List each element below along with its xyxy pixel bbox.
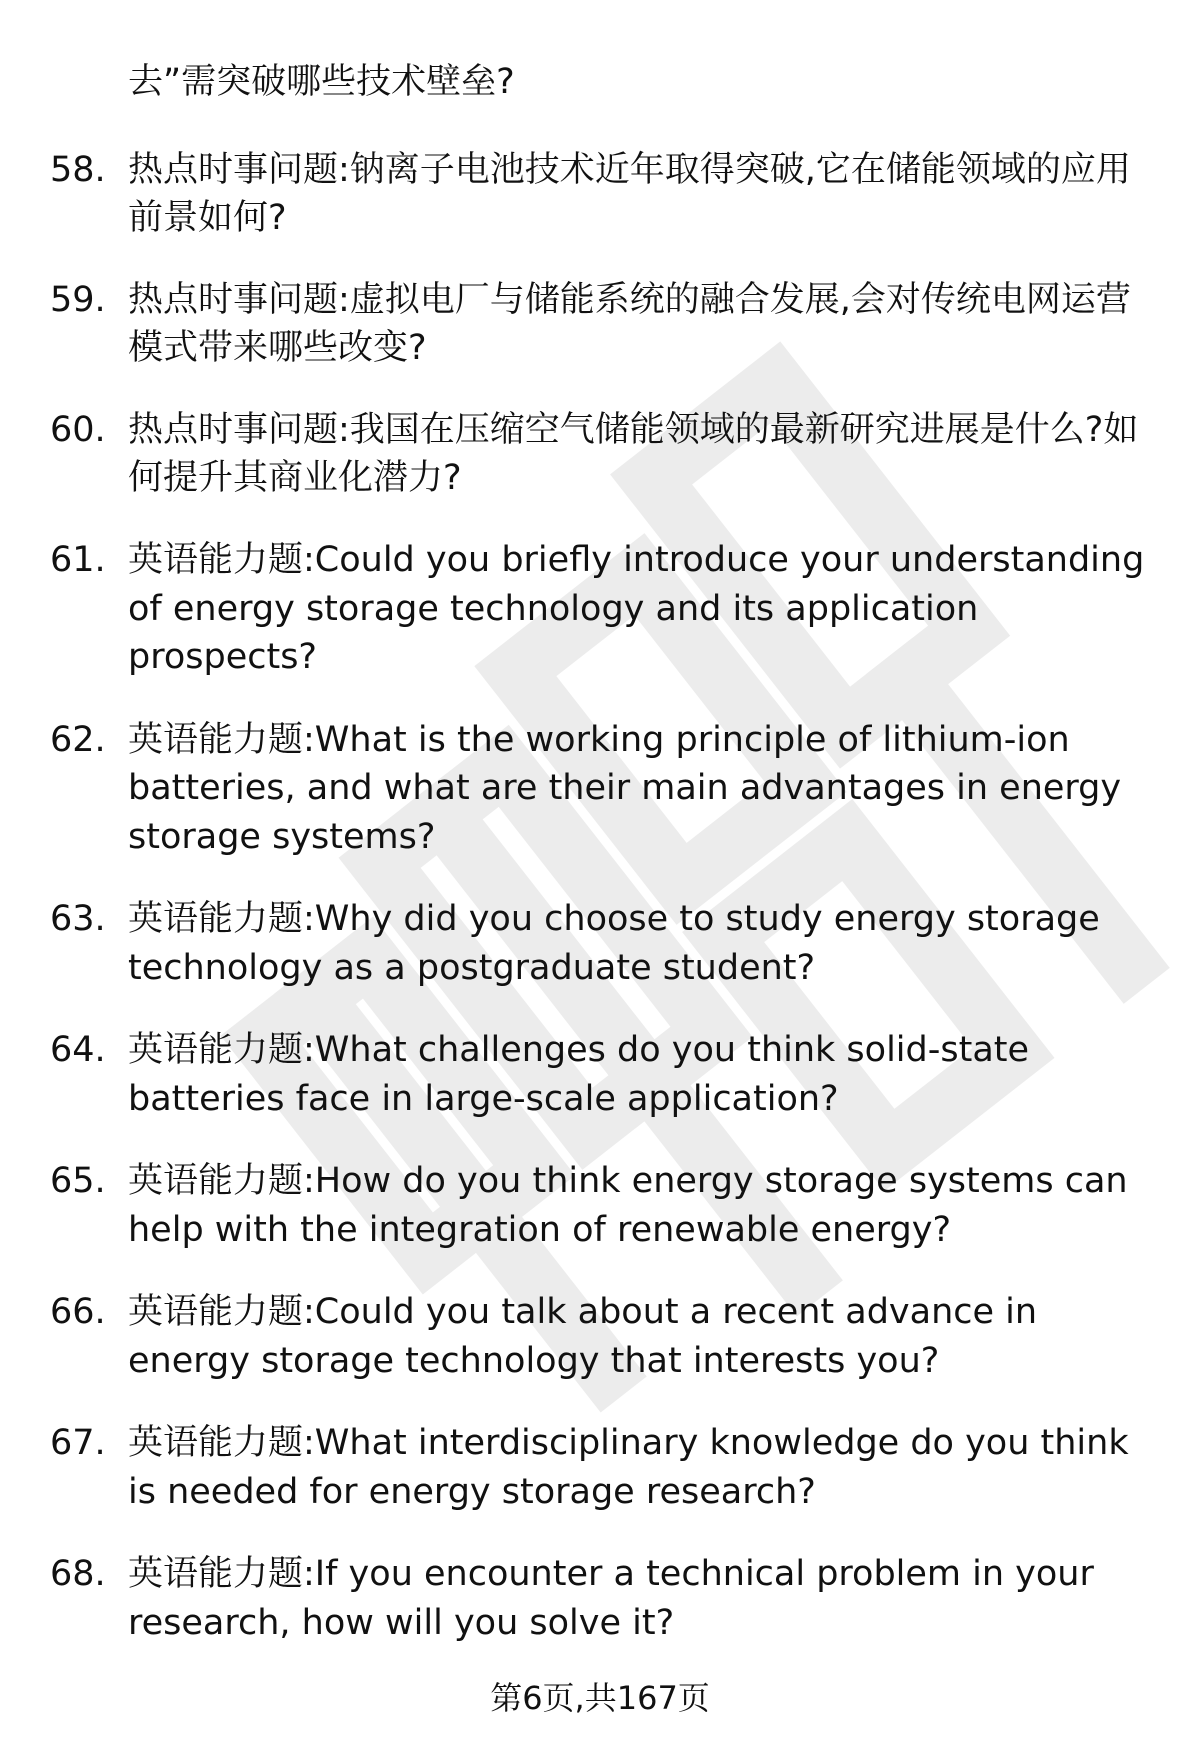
question-text: 英语能力题:Could you talk about a recent advance in energy storage technology that interests you? [128, 1292, 1038, 1381]
list-item [50, 276, 1160, 372]
question-number: 59. [50, 280, 106, 320]
question-number: 60. [50, 410, 106, 450]
list-item [50, 895, 1160, 992]
question-number: 67. [50, 1423, 106, 1463]
question-text: 英语能力题:How do you think energy storage systems can help with the integration of renewable energy? [128, 1161, 1128, 1250]
list-item [50, 146, 1160, 242]
list-item [50, 536, 1160, 682]
question-number: 66. [50, 1292, 106, 1332]
question-number: 63. [50, 899, 106, 939]
question-text: 英语能力题:Why did you choose to study energy storage technology as a postgraduate student? [128, 899, 1100, 988]
continued-question-text: 去”需突破哪些技术壁垒? [128, 62, 515, 102]
list-item [50, 1026, 1160, 1123]
question-number: 68. [50, 1554, 106, 1594]
question-text: 英语能力题:What is the working principle of lithium-ion batteries, and what are their main advantages in energy storage systems? [128, 719, 1122, 857]
list-item [50, 1288, 1160, 1385]
list-item [50, 406, 1160, 502]
question-number: 58. [50, 150, 106, 190]
question-text: 热点时事问题:虚拟电厂与储能系统的融合发展,会对传统电网运营模式带来哪些改变? [128, 280, 1131, 368]
question-number: 61. [50, 540, 106, 580]
list-item [50, 1550, 1160, 1647]
question-number: 64. [50, 1030, 106, 1070]
question-text: 热点时事问题:钠离子电池技术近年取得突破,它在储能领域的应用前景如何? [128, 150, 1131, 238]
question-text: 英语能力题:What challenges do you think solid-state batteries face in large-scale application? [128, 1030, 1030, 1119]
list-item [50, 1157, 1160, 1254]
question-list [50, 58, 1160, 1681]
question-number: 65. [50, 1161, 106, 1201]
question-text: 英语能力题:What interdisciplinary knowledge do you think is needed for energy storage research? [128, 1423, 1129, 1512]
question-text: 英语能力题:Could you briefly introduce your understanding of energy storage technology and its application prospects? [128, 540, 1145, 677]
question-text: 热点时事问题:我国在压缩空气储能领域的最新研究进展是什么?如何提升其商业化潜力? [128, 410, 1139, 498]
list-item [50, 716, 1160, 862]
page-number-footer: 第6页,共167页 [490, 1679, 710, 1717]
question-number: 62. [50, 719, 106, 760]
list-item [50, 1419, 1160, 1516]
question-text: 英语能力题:If you encounter a technical problem in your research, how will you solve it? [128, 1554, 1094, 1643]
